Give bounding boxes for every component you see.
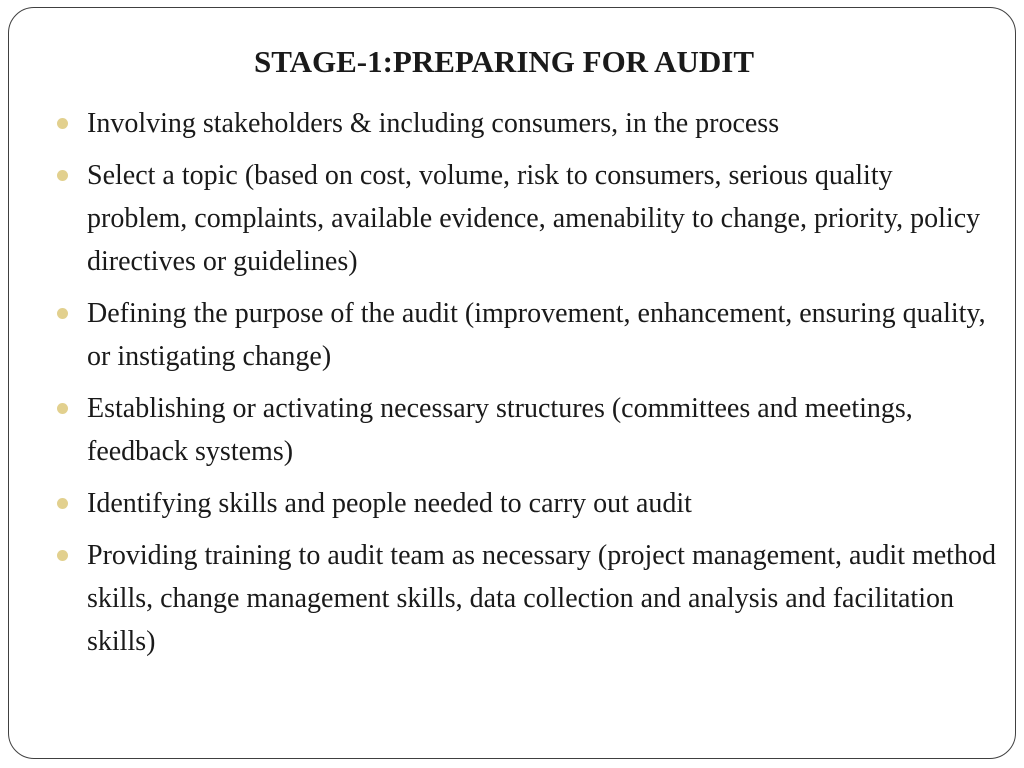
bullet-item [87,154,997,283]
bullet-item [87,387,997,473]
bullet-text: Establishing or activating necessary structures (committees and meetings, feedback systems) [87,393,913,467]
bullet-dot-icon [57,170,68,181]
bullet-item [87,482,997,525]
bullet-text: Identifying skills and people needed to carry out audit [87,488,692,519]
bullet-list [87,102,997,672]
slide-frame [8,7,1016,759]
bullet-dot-icon [57,498,68,509]
bullet-dot-icon [57,118,68,129]
bullet-dot-icon [57,403,68,414]
bullet-item [87,102,997,145]
bullet-text: Providing training to audit team as necessary (project management, audit method skills, change management skills, data collection and analysis and facilitation skills) [87,540,996,657]
bullet-item [87,534,997,663]
bullet-item [87,292,997,378]
bullet-dot-icon [57,550,68,561]
bullet-dot-icon [57,308,68,319]
bullet-text: Select a topic (based on cost, volume, risk to consumers, serious quality problem, complaints, available evidence, amenability to change, priority, policy directives or guidelines) [87,160,981,277]
bullet-text: Involving stakeholders & including consumers, in the process [87,108,780,139]
slide-title: STAGE-1:PREPARING FOR AUDIT [253,44,755,79]
bullet-text: Defining the purpose of the audit (improvement, enhancement, ensuring quality, or instigating change) [87,298,986,372]
